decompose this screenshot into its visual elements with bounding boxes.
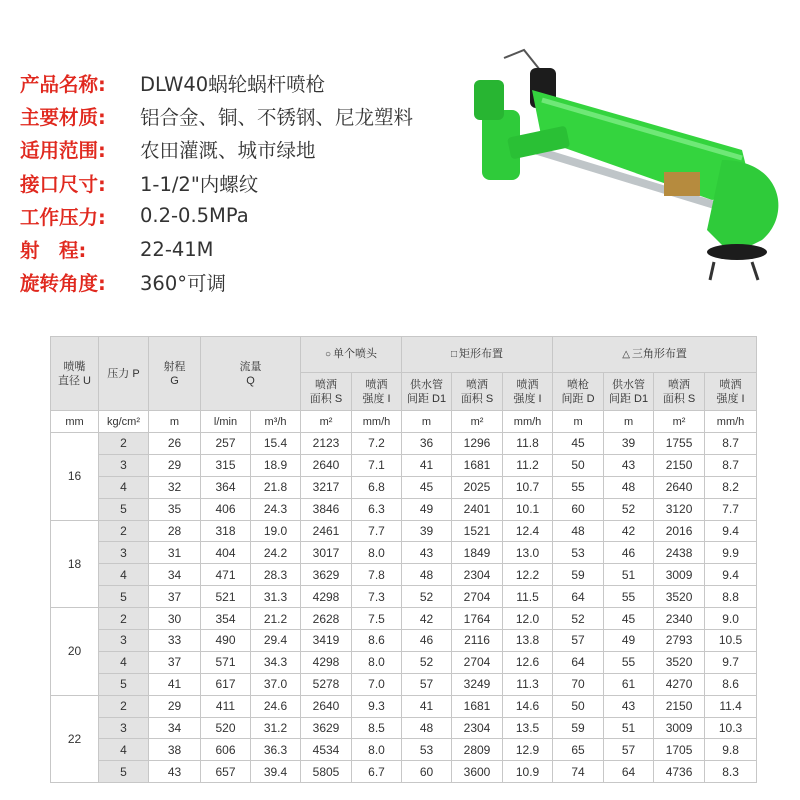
table-cell: 4736 (654, 761, 705, 783)
spec-value: 1-1/2"内螺纹 (140, 172, 259, 196)
table-cell: 7.7 (352, 520, 402, 542)
pressure-cell: 3 (99, 454, 149, 476)
table-cell: 10.9 (503, 761, 553, 783)
pressure-cell: 3 (99, 717, 149, 739)
table-cell: 55 (604, 651, 654, 673)
table-cell: 9.0 (705, 608, 757, 630)
table-row (51, 520, 757, 542)
header-rect-intensity: 喷洒 强度 I (503, 373, 553, 411)
spec-row-application (20, 133, 480, 166)
table-cell: 55 (604, 586, 654, 608)
table-cell: 28.3 (251, 564, 301, 586)
table-cell: 48 (604, 476, 654, 498)
table-body (51, 433, 757, 783)
spec-row-rotation-angle (20, 266, 480, 299)
sprinkler-gun-image (452, 40, 792, 290)
table-cell: 42 (604, 520, 654, 542)
table-cell: 364 (201, 476, 251, 498)
spec-value: 22-41M (140, 237, 214, 261)
table-cell: 46 (604, 542, 654, 564)
unit-cell: l/min (201, 411, 251, 433)
header-single-sprinkler: ○ 单个喷头 (301, 337, 402, 373)
table-cell: 354 (201, 608, 251, 630)
table-cell: 1849 (452, 542, 503, 564)
table-row (51, 476, 757, 498)
table-cell: 48 (402, 564, 452, 586)
table-cell: 3520 (654, 586, 705, 608)
table-cell: 10.7 (503, 476, 553, 498)
table-cell: 3120 (654, 498, 705, 520)
performance-table-wrapper (50, 336, 756, 783)
table-cell: 2438 (654, 542, 705, 564)
table-cell: 4270 (654, 673, 705, 695)
table-cell: 9.3 (352, 695, 402, 717)
table-cell: 8.7 (705, 433, 757, 455)
table-cell: 8.8 (705, 586, 757, 608)
table-cell: 1705 (654, 739, 705, 761)
table-cell: 1681 (452, 695, 503, 717)
unit-cell: m (402, 411, 452, 433)
table-cell: 36 (402, 433, 452, 455)
table-cell: 12.9 (503, 739, 553, 761)
table-cell: 3009 (654, 564, 705, 586)
table-cell: 12.0 (503, 608, 553, 630)
table-cell: 61 (604, 673, 654, 695)
table-cell: 34 (149, 564, 201, 586)
table-cell: 53 (553, 542, 604, 564)
nozzle-diameter-cell: 20 (51, 608, 99, 696)
table-cell: 3017 (301, 542, 352, 564)
table-row (51, 695, 757, 717)
table-cell: 2640 (654, 476, 705, 498)
unit-cell: mm/h (503, 411, 553, 433)
header-single-area: 喷洒 面积 S (301, 373, 352, 411)
table-cell: 48 (553, 520, 604, 542)
table-cell: 28 (149, 520, 201, 542)
nozzle-diameter-cell: 16 (51, 433, 99, 521)
table-cell: 2401 (452, 498, 503, 520)
table-cell: 57 (402, 673, 452, 695)
table-cell: 65 (553, 739, 604, 761)
table-cell: 5805 (301, 761, 352, 783)
table-cell: 2150 (654, 454, 705, 476)
table-cell: 34.3 (251, 651, 301, 673)
table-cell: 31.3 (251, 586, 301, 608)
table-cell: 2704 (452, 586, 503, 608)
table-cell: 19.0 (251, 520, 301, 542)
table-cell: 43 (604, 454, 654, 476)
table-cell: 42 (402, 608, 452, 630)
table-cell: 29.4 (251, 630, 301, 652)
unit-cell: mm (51, 411, 99, 433)
table-cell: 52 (402, 651, 452, 673)
table-cell: 45 (402, 476, 452, 498)
table-cell: 36.3 (251, 739, 301, 761)
table-cell: 52 (553, 608, 604, 630)
table-row (51, 717, 757, 739)
table-cell: 24.3 (251, 498, 301, 520)
sprinkler-gun-icon (452, 40, 792, 290)
table-cell: 1755 (654, 433, 705, 455)
table-cell: 14.6 (503, 695, 553, 717)
pressure-cell: 3 (99, 542, 149, 564)
table-cell: 2340 (654, 608, 705, 630)
spec-value: 铝合金、铜、不锈钢、尼龙塑料 (140, 105, 414, 129)
table-cell: 7.1 (352, 454, 402, 476)
table-cell: 3600 (452, 761, 503, 783)
table-cell: 406 (201, 498, 251, 520)
table-row (51, 586, 757, 608)
table-row (51, 630, 757, 652)
table-cell: 3846 (301, 498, 352, 520)
spec-list (20, 66, 480, 299)
table-cell: 70 (553, 673, 604, 695)
header-triangular-layout: △ 三角形布置 (553, 337, 757, 373)
spec-value: 360°可调 (140, 272, 226, 296)
spec-row-product-name (20, 66, 480, 99)
table-cell: 2461 (301, 520, 352, 542)
table-cell: 64 (553, 586, 604, 608)
table-row (51, 673, 757, 695)
table-cell: 32 (149, 476, 201, 498)
table-cell: 521 (201, 586, 251, 608)
pressure-cell: 3 (99, 630, 149, 652)
table-cell: 2704 (452, 651, 503, 673)
table-cell: 6.8 (352, 476, 402, 498)
table-row (51, 498, 757, 520)
table-cell: 7.8 (352, 564, 402, 586)
table-cell: 41 (402, 454, 452, 476)
table-cell: 3629 (301, 717, 352, 739)
table-cell: 4534 (301, 739, 352, 761)
table-cell: 59 (553, 717, 604, 739)
table-cell: 21.2 (251, 608, 301, 630)
table-cell: 9.7 (705, 651, 757, 673)
table-cell: 2025 (452, 476, 503, 498)
table-cell: 606 (201, 739, 251, 761)
table-cell: 6.7 (352, 761, 402, 783)
table-cell: 2016 (654, 520, 705, 542)
table-row (51, 454, 757, 476)
spec-row-connection-size (20, 166, 480, 199)
table-cell: 50 (553, 454, 604, 476)
pressure-cell: 2 (99, 520, 149, 542)
table-cell: 3249 (452, 673, 503, 695)
table-cell: 49 (402, 498, 452, 520)
table-cell: 3520 (654, 651, 705, 673)
table-cell: 8.7 (705, 454, 757, 476)
table-cell: 13.0 (503, 542, 553, 564)
pressure-cell: 5 (99, 586, 149, 608)
table-cell: 60 (402, 761, 452, 783)
table-cell: 520 (201, 717, 251, 739)
table-cell: 1681 (452, 454, 503, 476)
header-single-intensity: 喷洒 强度 I (352, 373, 402, 411)
table-cell: 30 (149, 608, 201, 630)
table-cell: 57 (553, 630, 604, 652)
table-cell: 21.8 (251, 476, 301, 498)
table-cell: 3009 (654, 717, 705, 739)
pressure-cell: 4 (99, 476, 149, 498)
table-row (51, 433, 757, 455)
performance-table (50, 336, 757, 783)
table-cell: 18.9 (251, 454, 301, 476)
nozzle-diameter-cell: 18 (51, 520, 99, 608)
header-tri-pipe-spacing: 供水管 间距 D1 (604, 373, 654, 411)
table-cell: 257 (201, 433, 251, 455)
table-row (51, 651, 757, 673)
table-cell: 31.2 (251, 717, 301, 739)
spec-value: 农田灌溉、城市绿地 (140, 139, 316, 163)
table-cell: 45 (553, 433, 604, 455)
table-cell: 13.5 (503, 717, 553, 739)
table-cell: 43 (402, 542, 452, 564)
table-cell: 31 (149, 542, 201, 564)
pressure-cell: 5 (99, 673, 149, 695)
table-cell: 24.6 (251, 695, 301, 717)
table-cell: 2628 (301, 608, 352, 630)
table-cell: 48 (402, 717, 452, 739)
table-cell: 39 (604, 433, 654, 455)
header-pressure: 压力 P (99, 337, 149, 411)
table-cell: 2793 (654, 630, 705, 652)
table-cell: 53 (402, 739, 452, 761)
table-cell: 6.3 (352, 498, 402, 520)
table-cell: 8.0 (352, 651, 402, 673)
table-cell: 8.0 (352, 739, 402, 761)
header-nozzle-diameter: 喷嘴 直径 U (51, 337, 99, 411)
unit-cell: m (604, 411, 654, 433)
pressure-cell: 4 (99, 651, 149, 673)
table-cell: 74 (553, 761, 604, 783)
table-cell: 404 (201, 542, 251, 564)
table-cell: 10.5 (705, 630, 757, 652)
table-cell: 490 (201, 630, 251, 652)
table-cell: 64 (604, 761, 654, 783)
table-row (51, 761, 757, 783)
spec-value: 0.2-0.5MPa (140, 204, 249, 228)
table-cell: 55 (553, 476, 604, 498)
table-cell: 2304 (452, 564, 503, 586)
table-cell: 50 (553, 695, 604, 717)
table-cell: 2809 (452, 739, 503, 761)
table-cell: 11.4 (705, 695, 757, 717)
table-cell: 64 (553, 651, 604, 673)
table-cell: 38 (149, 739, 201, 761)
table-cell: 37.0 (251, 673, 301, 695)
spec-label: 接口尺寸: (20, 172, 106, 196)
unit-cell: m³/h (251, 411, 301, 433)
table-cell: 7.2 (352, 433, 402, 455)
pressure-cell: 5 (99, 761, 149, 783)
table-cell: 9.4 (705, 520, 757, 542)
table-cell: 8.5 (352, 717, 402, 739)
header-rectangular-layout: □ 矩形布置 (402, 337, 553, 373)
table-cell: 15.4 (251, 433, 301, 455)
unit-cell: mm/h (705, 411, 757, 433)
table-cell: 8.0 (352, 542, 402, 564)
pressure-cell: 4 (99, 564, 149, 586)
spec-label: 产品名称: (20, 72, 106, 96)
units-row (51, 411, 757, 433)
table-cell: 657 (201, 761, 251, 783)
table-row (51, 608, 757, 630)
table-cell: 52 (604, 498, 654, 520)
unit-cell: mm/h (352, 411, 402, 433)
table-cell: 7.3 (352, 586, 402, 608)
table-cell: 41 (402, 695, 452, 717)
table-cell: 617 (201, 673, 251, 695)
table-cell: 10.3 (705, 717, 757, 739)
table-cell: 2304 (452, 717, 503, 739)
unit-cell: m² (654, 411, 705, 433)
table-cell: 3217 (301, 476, 352, 498)
pressure-cell: 4 (99, 739, 149, 761)
table-cell: 10.1 (503, 498, 553, 520)
unit-cell: kg/cm² (99, 411, 149, 433)
table-row (51, 564, 757, 586)
table-cell: 45 (604, 608, 654, 630)
unit-cell: m (149, 411, 201, 433)
table-cell: 2640 (301, 695, 352, 717)
nozzle-diameter-cell: 22 (51, 695, 99, 783)
table-cell: 8.3 (705, 761, 757, 783)
table-cell: 57 (604, 739, 654, 761)
table-cell: 1764 (452, 608, 503, 630)
unit-cell: m² (301, 411, 352, 433)
spec-label: 射 程: (20, 239, 87, 263)
spec-label: 适用范围: (20, 139, 106, 163)
table-cell: 9.9 (705, 542, 757, 564)
table-cell: 12.4 (503, 520, 553, 542)
table-cell: 26 (149, 433, 201, 455)
table-cell: 2150 (654, 695, 705, 717)
pressure-cell: 5 (99, 498, 149, 520)
table-cell: 4298 (301, 651, 352, 673)
table-cell: 51 (604, 564, 654, 586)
table-cell: 13.8 (503, 630, 553, 652)
table-cell: 43 (149, 761, 201, 783)
table-cell: 4298 (301, 586, 352, 608)
spec-row-material (20, 99, 480, 132)
table-cell: 46 (402, 630, 452, 652)
table-row (51, 739, 757, 761)
table-cell: 49 (604, 630, 654, 652)
table-cell: 7.5 (352, 608, 402, 630)
table-cell: 3629 (301, 564, 352, 586)
table-cell: 12.2 (503, 564, 553, 586)
table-cell: 318 (201, 520, 251, 542)
table-cell: 59 (553, 564, 604, 586)
table-cell: 37 (149, 651, 201, 673)
table-cell: 1296 (452, 433, 503, 455)
header-tri-gun-spacing: 喷枪 间距 D (553, 373, 604, 411)
table-cell: 2116 (452, 630, 503, 652)
table-cell: 8.6 (352, 630, 402, 652)
table-cell: 43 (604, 695, 654, 717)
unit-cell: m (553, 411, 604, 433)
table-cell: 35 (149, 498, 201, 520)
spec-row-range (20, 232, 480, 265)
circle-icon: ○ (324, 349, 332, 360)
table-cell: 12.6 (503, 651, 553, 673)
pressure-cell: 2 (99, 608, 149, 630)
table-cell: 471 (201, 564, 251, 586)
table-cell: 29 (149, 454, 201, 476)
spec-row-working-pressure (20, 199, 480, 232)
spec-label: 主要材质: (20, 105, 106, 129)
table-cell: 39.4 (251, 761, 301, 783)
header-range: 射程 G (149, 337, 201, 411)
table-row (51, 542, 757, 564)
table-cell: 52 (402, 586, 452, 608)
table-cell: 411 (201, 695, 251, 717)
square-icon: □ (451, 349, 458, 360)
pressure-cell: 2 (99, 695, 149, 717)
table-cell: 7.7 (705, 498, 757, 520)
table-cell: 11.5 (503, 586, 553, 608)
table-cell: 37 (149, 586, 201, 608)
table-cell: 7.0 (352, 673, 402, 695)
table-cell: 33 (149, 630, 201, 652)
table-cell: 11.3 (503, 673, 553, 695)
spec-label: 旋转角度: (20, 272, 106, 296)
header-flow: 流量 Q (201, 337, 301, 411)
pressure-cell: 2 (99, 433, 149, 455)
table-cell: 571 (201, 651, 251, 673)
table-cell: 11.8 (503, 433, 553, 455)
unit-cell: m² (452, 411, 503, 433)
table-cell: 8.2 (705, 476, 757, 498)
table-cell: 51 (604, 717, 654, 739)
header-rect-pipe-spacing: 供水管 间距 D1 (402, 373, 452, 411)
table-cell: 11.2 (503, 454, 553, 476)
table-cell: 60 (553, 498, 604, 520)
header-tri-area: 喷洒 面积 S (654, 373, 705, 411)
table-cell: 315 (201, 454, 251, 476)
table-cell: 34 (149, 717, 201, 739)
triangle-icon: △ (622, 349, 630, 360)
table-cell: 5278 (301, 673, 352, 695)
table-cell: 29 (149, 695, 201, 717)
table-cell: 24.2 (251, 542, 301, 564)
table-cell: 9.4 (705, 564, 757, 586)
table-cell: 8.6 (705, 673, 757, 695)
table-cell: 41 (149, 673, 201, 695)
table-cell: 9.8 (705, 739, 757, 761)
table-cell: 3419 (301, 630, 352, 652)
table-cell: 39 (402, 520, 452, 542)
header-tri-intensity: 喷洒 强度 I (705, 373, 757, 411)
table-cell: 1521 (452, 520, 503, 542)
table-cell: 2123 (301, 433, 352, 455)
table-cell: 2640 (301, 454, 352, 476)
spec-value: DLW40蜗轮蜗杆喷枪 (140, 72, 326, 96)
header-rect-area: 喷洒 面积 S (452, 373, 503, 411)
spec-label: 工作压力: (20, 205, 106, 229)
